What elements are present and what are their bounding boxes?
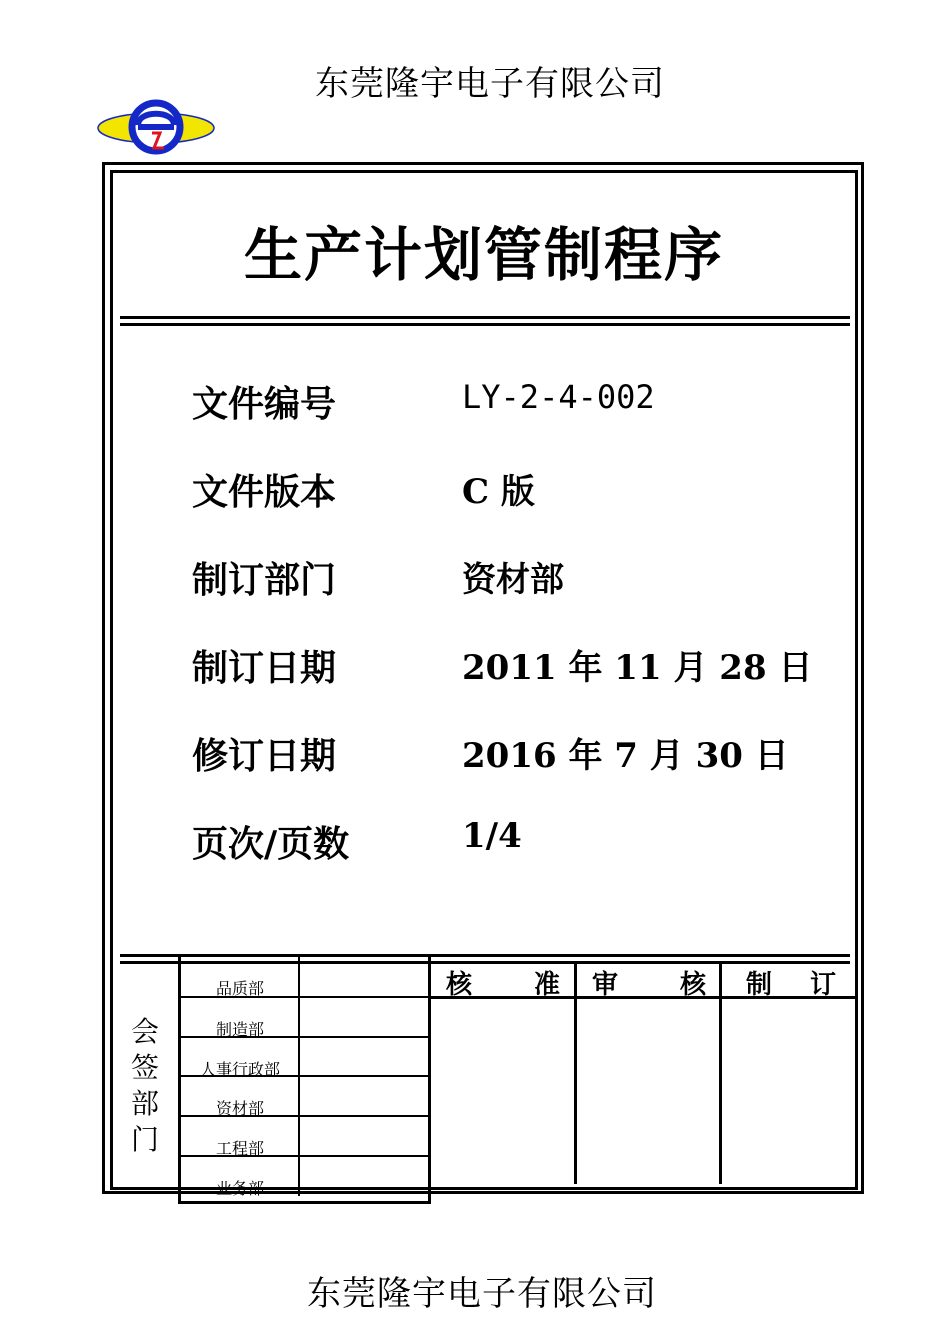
company-name-footer: 东莞隆宇电子有限公司 (307, 1274, 657, 1314)
info-label: 页次/页数 (192, 824, 350, 865)
dept-name: 品质部 (215, 979, 264, 998)
approval-header-approve (446, 966, 560, 998)
document-title: 生产计划管制程序 (243, 221, 724, 289)
info-row-revised-date (192, 728, 832, 778)
countersign-char: 门 (130, 1123, 159, 1156)
dept-name: 制造部 (215, 1020, 264, 1039)
info-label: 修订日期 (192, 736, 337, 777)
signoff-table-right-border (428, 956, 431, 1204)
company-logo (94, 98, 218, 156)
countersign-char: 签 (130, 1051, 159, 1084)
approval-char: 核 (679, 969, 706, 1000)
title-divider-double (120, 323, 850, 326)
info-value: 1/4 (462, 816, 522, 856)
countersign-char: 部 (130, 1087, 159, 1120)
signoff-divider (120, 954, 850, 957)
dept-name: 工程部 (215, 1139, 264, 1158)
countersign-char: 会 (130, 1015, 159, 1048)
signoff-table-bottom (178, 1201, 431, 1204)
info-label: 制订部门 (192, 560, 337, 601)
dept-name: 人事行政部 (199, 1060, 280, 1079)
info-row-page-count (192, 816, 832, 866)
title-divider (120, 316, 850, 319)
approval-header-draft (746, 966, 836, 998)
approval-char: 核 (446, 969, 473, 1000)
dept-name: 业务部 (215, 1179, 264, 1198)
info-value: 2011 年 11 月 28 日 (462, 648, 813, 688)
company-name-header: 东莞隆宇电子有限公司 (315, 64, 665, 104)
signoff-divider-double (120, 961, 850, 964)
signoff-table-left-border (178, 956, 181, 1204)
approval-char: 准 (533, 969, 560, 1000)
approval-char: 制 (746, 969, 773, 1000)
countersign-label (120, 1014, 170, 1158)
info-label: 文件版本 (192, 472, 337, 513)
info-row-version (192, 464, 832, 514)
approval-char: 审 (592, 969, 619, 1000)
info-value: LY-2-4-002 (462, 378, 655, 416)
approval-header-review (592, 966, 706, 998)
info-value: 资材部 (462, 560, 564, 600)
info-row-doc-number (192, 376, 832, 426)
info-row-created-date (192, 640, 832, 690)
info-row-department (192, 552, 832, 602)
approval-char: 订 (809, 969, 836, 1000)
info-value: 2016 年 7 月 30 日 (462, 736, 789, 776)
info-value: C 版 (462, 472, 535, 512)
info-label: 文件编号 (192, 384, 337, 425)
info-label: 制订日期 (192, 648, 337, 689)
dept-name: 资材部 (215, 1099, 264, 1118)
